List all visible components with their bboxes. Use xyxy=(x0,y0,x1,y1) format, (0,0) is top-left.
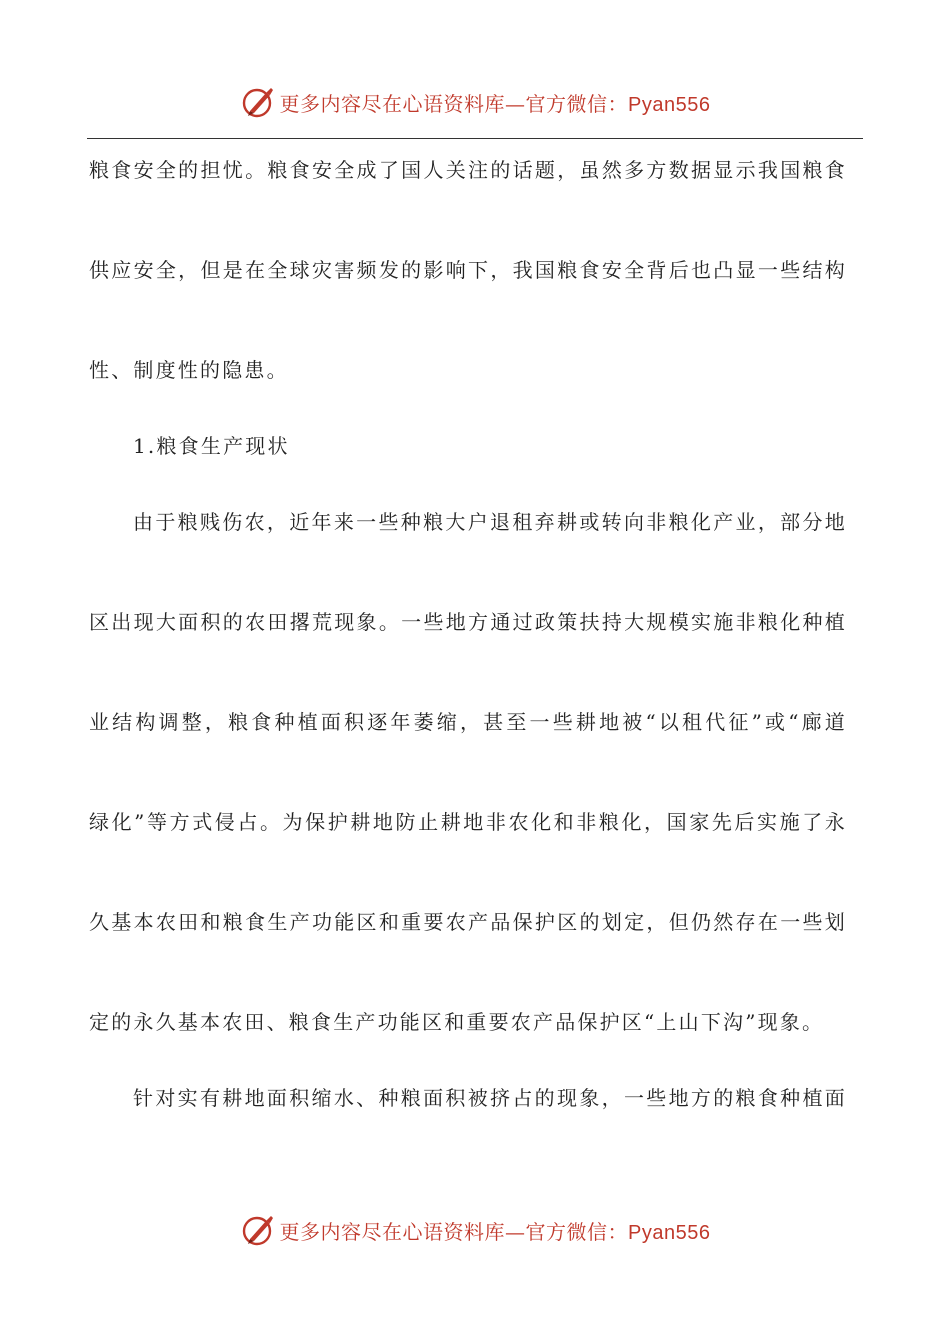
brand-wechat-id: Pyan556 xyxy=(628,93,711,116)
header-divider xyxy=(87,138,863,139)
page-footer xyxy=(0,1210,950,1250)
paragraph-line: 粮食安全的担忧。粮食安全成了国人关注的话题，虽然多方数据显示我国粮食 xyxy=(89,158,847,182)
paragraph-line: 针对实有耕地面积缩水、种粮面积被挤占的现象，一些地方的粮食种植面 xyxy=(133,1086,847,1110)
paragraph-line: 久基本农田和粮食生产功能区和重要农产品保护区的划定，但仍然存在一些划 xyxy=(89,910,847,934)
paragraph-line: 区出现大面积的农田撂荒现象。一些地方通过政策扶持大规模实施非粮化种植 xyxy=(89,610,847,634)
document-body xyxy=(89,150,847,1118)
paragraph-line: 业结构调整，粮食种植面积逐年萎缩，甚至一些耕地被“以租代征”或“廊道 xyxy=(89,710,847,734)
brand-slogan: 更多内容尽在心语资料库—官方微信：Pyan556 xyxy=(279,91,711,116)
paragraph-line: 绿化”等方式侵占。为保护耕地防止耕地非农化和非粮化，国家先后实施了永 xyxy=(89,810,847,834)
paragraph-line: 供应安全，但是在全球灾害频发的影响下，我国粮食安全背后也凸显一些结构 xyxy=(89,258,847,282)
paragraph-line: 定的永久基本农田、粮食生产功能区和重要农产品保护区“上山下沟”现象。 xyxy=(89,1010,825,1034)
brand-slogan: 更多内容尽在心语资料库—官方微信：Pyan556 xyxy=(279,1219,711,1244)
page-header xyxy=(0,82,950,122)
pen-logo-icon xyxy=(240,84,276,120)
paragraph-line: 由于粮贱伤农，近年来一些种粮大户退租弃耕或转向非粮化产业，部分地 xyxy=(133,510,847,534)
pen-logo-icon xyxy=(240,1212,276,1248)
section-heading: 1.粮食生产现状 xyxy=(133,434,290,458)
paragraph-line: 性、制度性的隐患。 xyxy=(89,358,289,382)
brand-wechat-id: Pyan556 xyxy=(628,1221,711,1244)
